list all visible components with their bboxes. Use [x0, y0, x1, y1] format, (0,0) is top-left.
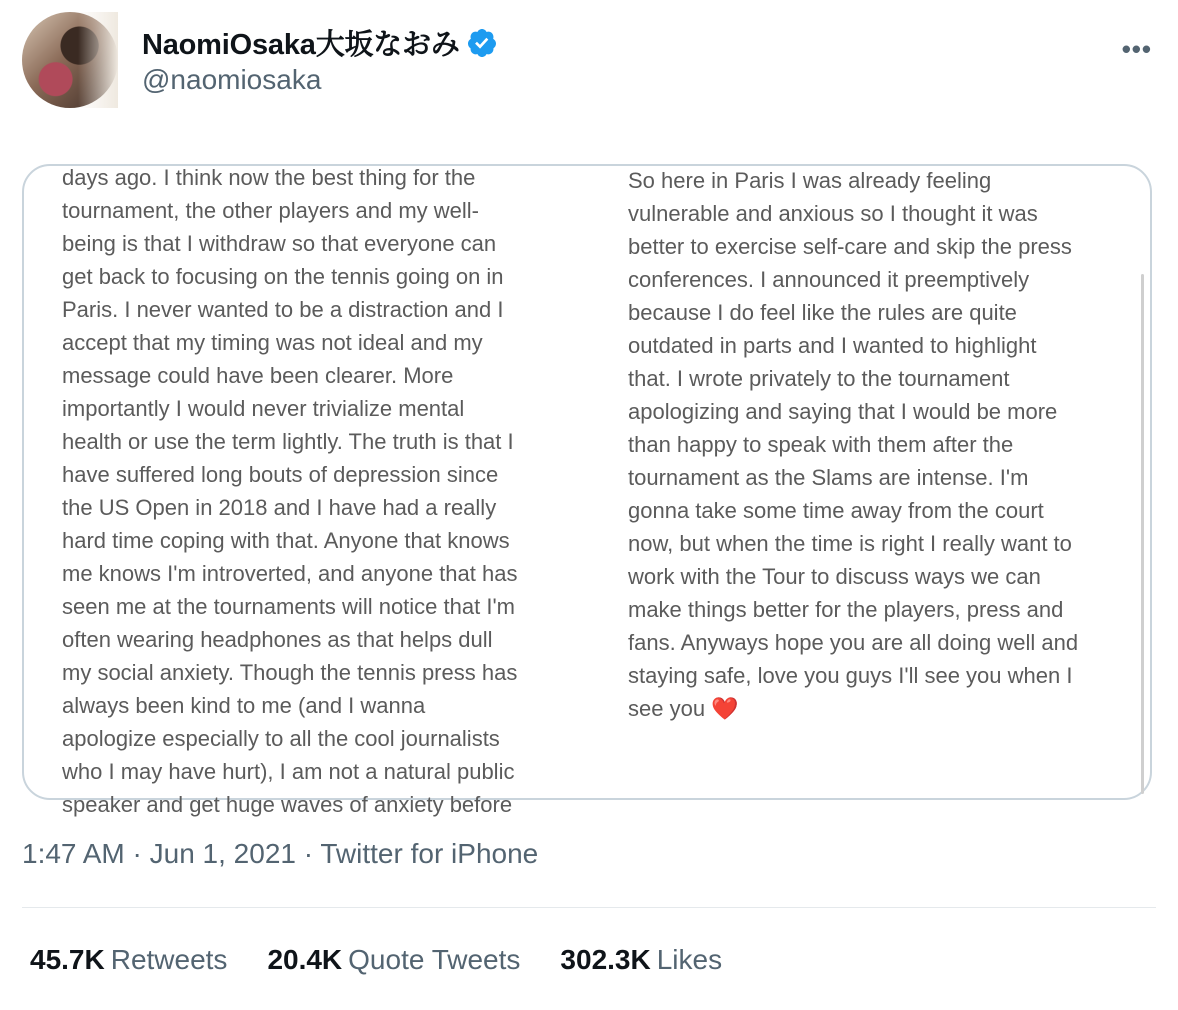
tweet-stats [30, 944, 762, 976]
more-options-icon[interactable]: ••• [1121, 34, 1152, 64]
likes-count: 302.3K [560, 944, 651, 975]
tweet-media-image[interactable] [22, 164, 1152, 817]
tweet-time[interactable]: 1:47 AM [22, 838, 125, 869]
likes-stat[interactable] [560, 944, 722, 976]
quote-tweets-count: 20.4K [267, 944, 343, 975]
notes-scrollbar [1141, 274, 1144, 794]
meta-separator: · [124, 838, 150, 869]
retweets-stat[interactable] [30, 944, 227, 976]
quote-tweets-stat[interactable] [267, 944, 520, 976]
tweet-header [22, 12, 1156, 112]
notes-text-left: days ago. I think now the best thing for the tournament, the other players and my well- being is that I withdraw so that everyone can get back to focusing on the tennis going on in Paris. I never wanted to be a distraction and I accept that my timing was not ideal and my message could have been clearer. More importantly I would never trivialize mental health or use the term lightly. The truth is that I have suffered long bouts of depression since the US Open in 2018 and I have had a really hard time coping with that. Anyone that knows me knows I'm introverted, and anyone that has seen me at the tournaments will notice that I'm often wearing headphones as that helps dull my social anxiety. Though the tennis press has always been kind to me (and I wanna apologize especially to all the cool journalists who I may have hurt), I am not a natural public speaker and get huge waves of anxiety before [62, 165, 518, 817]
quote-tweets-label: Quote Tweets [348, 944, 521, 975]
meta-separator: · [295, 838, 321, 869]
avatar[interactable] [22, 12, 118, 108]
notes-page-left [62, 161, 562, 821]
user-handle[interactable]: @naomiosaka [142, 64, 322, 95]
verified-badge-icon [466, 27, 498, 59]
tweet-source[interactable]: Twitter for iPhone [320, 838, 539, 869]
author-name-row[interactable] [142, 22, 498, 63]
tweet-metadata [22, 838, 538, 870]
notes-page-right [628, 164, 1128, 725]
avatar-background [78, 12, 118, 108]
display-name[interactable]: NaomiOsaka大坂なおみ [142, 29, 460, 61]
retweets-label: Retweets [110, 944, 228, 975]
divider [22, 907, 1156, 908]
notes-text-right: So here in Paris I was already feeling vulnerable and anxious so I thought it was better to exercise self-care and skip the press conferences. I announced it preemptively because I do feel like the rules are quite outdated in parts and I wanted to highlight that. I wrote privately to the tournament apologizing and saying that I would be more than happy to speak with them after the tournament as the Slams are intense. I'm gonna take some time away from the court now, but when the time is right I really want to work with the Tour to discuss ways we can make things better for the players, press and fans. Anyways hope you are all doing well and staying safe, love you guys I'll see you when I see you ❤️ [628, 168, 1079, 721]
retweets-count: 45.7K [30, 944, 105, 975]
tweet-date[interactable]: Jun 1, 2021 [149, 838, 296, 869]
likes-label: Likes [656, 944, 723, 975]
